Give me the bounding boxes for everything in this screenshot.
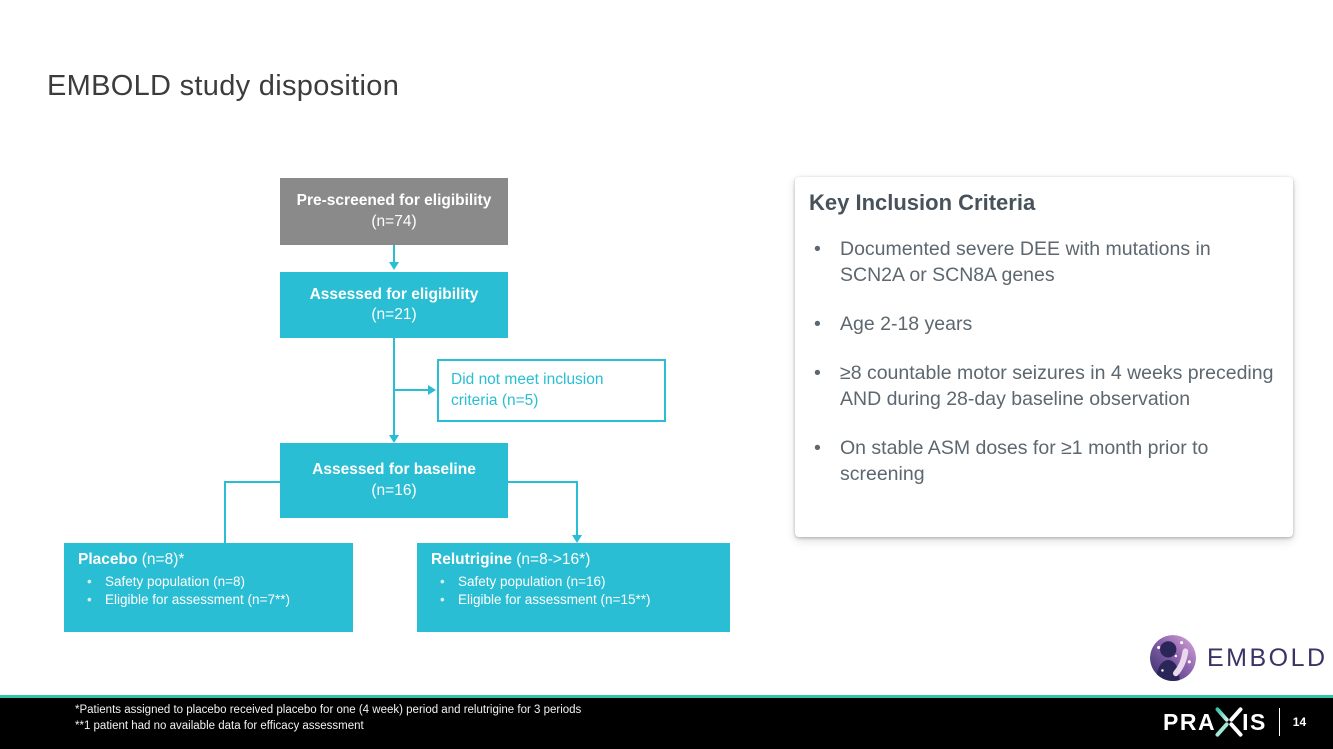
flow-box-relutrigine	[417, 543, 730, 632]
flow-box-baseline-n: (n=16)	[371, 481, 417, 499]
flow-box-baseline-label: Assessed for baseline	[312, 461, 476, 479]
list-item: • Safety population (n=8)	[78, 573, 345, 591]
connector-baseline-left-v	[224, 481, 226, 543]
list-item: • Safety population (n=16)	[431, 573, 722, 591]
arrowhead-down-2	[389, 435, 399, 443]
flow-box-relutrigine-header	[431, 551, 722, 569]
connector-prescreened-to-eligibility	[393, 245, 395, 263]
embold-logo	[1150, 635, 1328, 681]
flow-box-eligibility-label: Assessed for eligibility	[309, 285, 479, 303]
flow-box-placebo-n: (n=8)*	[141, 551, 185, 568]
flow-box-eligibility-n: (n=21)	[371, 306, 417, 323]
page-number: 14	[1292, 715, 1307, 729]
arrowhead-down-relutrigine	[572, 535, 582, 543]
flow-box-placebo-header	[78, 551, 345, 569]
list-item: • ≥8 countable motor seizures in 4 weeks preceding AND during 28-day baseline observation	[809, 360, 1275, 412]
flow-box-not-met	[437, 359, 666, 422]
flow-box-placebo	[64, 543, 353, 632]
list-item: • Age 2-18 years	[809, 311, 1275, 337]
flow-box-relutrigine-list	[431, 573, 722, 609]
footnotes	[75, 703, 581, 734]
flow-box-relutrigine-n: (n=8->16*)	[516, 551, 591, 568]
footnote-1: *Patients assigned to placebo received placebo for one (4 week) period and relutrigine for 3 periods	[75, 704, 582, 716]
flow-box-prescreened	[280, 178, 508, 245]
flow-box-baseline	[280, 443, 508, 518]
embold-logo-icon	[1150, 635, 1196, 681]
flow-box-placebo-label: Placebo	[78, 551, 138, 568]
praxis-x-icon	[1215, 707, 1243, 737]
flow-box-baseline-text	[290, 460, 498, 501]
flow-box-placebo-list	[78, 573, 345, 609]
flow-box-prescreened-label: Pre-screened for eligibility	[296, 192, 492, 210]
list-item: • On stable ASM doses for ≥1 month prior to screening	[809, 435, 1275, 487]
connector-baseline-right-h	[508, 481, 578, 483]
footnote-2: **1 patient had no available data for efficacy assessment	[75, 719, 364, 732]
connector-eligibility-to-baseline	[393, 338, 395, 435]
flow-box-relutrigine-label: Relutrigine	[431, 551, 512, 568]
connector-baseline-left-h	[224, 481, 280, 483]
list-item: • Eligible for assessment (n=15**)	[431, 591, 722, 609]
arrowhead-down-1	[389, 262, 399, 270]
list-item: • Eligible for assessment (n=7**)	[78, 591, 345, 609]
praxis-logo-text-post: IS	[1242, 708, 1267, 735]
footer-divider	[1279, 708, 1280, 736]
flow-box-eligibility	[280, 272, 508, 338]
list-item: • Documented severe DEE with mutations in SCN2A or SCN8A genes	[809, 236, 1275, 288]
praxis-logo-text-pre: PRA	[1163, 708, 1217, 735]
criteria-list	[809, 236, 1275, 487]
arrowhead-right-notmet	[428, 385, 436, 395]
flow-box-eligibility-text	[290, 285, 498, 326]
praxis-logo	[1163, 702, 1306, 742]
connector-branch-notmet	[394, 389, 428, 391]
embold-logo-text: EMBOLD	[1207, 643, 1328, 672]
panel-title: Key Inclusion Criteria	[809, 190, 1036, 215]
flow-box-prescreened-text	[290, 191, 498, 232]
page-title: EMBOLD study disposition	[47, 70, 400, 102]
flow-box-not-met-text: Did not meet inclusion criteria (n=5)	[451, 371, 604, 409]
flow-box-prescreened-n: (n=74)	[371, 212, 417, 230]
connector-baseline-right-v	[576, 481, 578, 535]
key-inclusion-criteria-panel	[795, 177, 1293, 537]
